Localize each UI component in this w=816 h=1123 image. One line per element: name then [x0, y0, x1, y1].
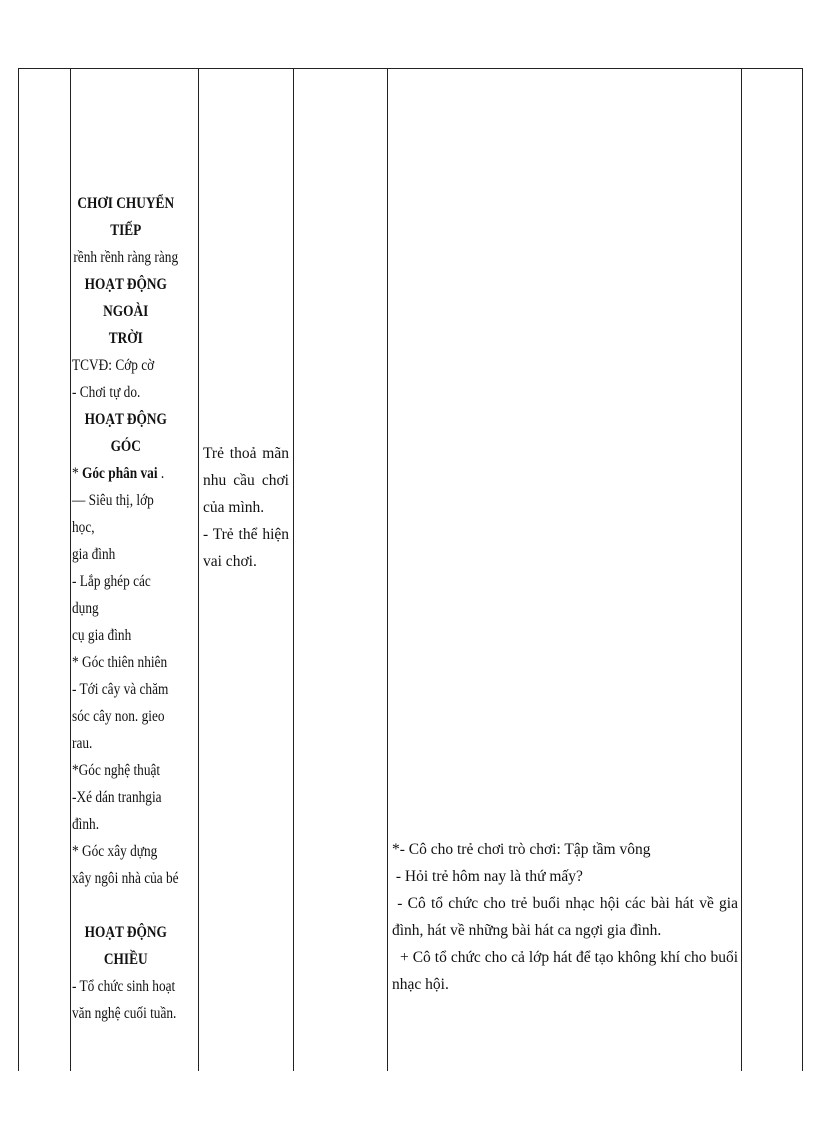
activity-line: - Chơi tự do.	[72, 384, 141, 401]
procedure-cell	[392, 836, 742, 998]
column-border	[293, 68, 294, 1071]
activities-cell	[72, 190, 180, 1027]
section-heading: HOẠT ĐỘNG NGOÀI	[84, 276, 167, 320]
activity-line: * Góc thiên nhiên	[72, 654, 168, 671]
activity-line: * Góc xây dựng	[72, 843, 158, 860]
column-border	[18, 68, 19, 1071]
activity-line-suffix: .	[157, 465, 165, 482]
activity-line-prefix: *	[72, 465, 82, 482]
section-heading: HOẠT ĐỘNG CHIỀU	[84, 924, 167, 968]
activity-line: -Xé dán tranhgia	[72, 789, 162, 806]
activity-line: — Siêu thị, lớp học,	[72, 492, 154, 536]
section-heading: CHƠI CHUYỂN TIẾP	[77, 195, 175, 239]
activity-line: rềnh rềnh ràng ràng	[73, 249, 179, 266]
section-heading: TRỜI	[108, 330, 143, 347]
activity-line: văn nghệ cuối tuần.	[72, 1005, 177, 1022]
goal-line: Trẻ thoả mãn	[203, 445, 289, 462]
goal-line: vai chơi.	[203, 553, 257, 570]
column-border	[70, 68, 71, 1071]
activity-line: - Tới cây và chăm	[72, 681, 169, 698]
column-border	[802, 68, 803, 1071]
goal-line: nhu cầu chơi	[203, 472, 289, 489]
column-border	[741, 68, 742, 1071]
activity-line: - Tổ chức sinh hoạt	[72, 978, 176, 995]
table-top-border	[18, 68, 802, 69]
activity-line: xây ngôi nhà của bé	[72, 870, 179, 887]
activity-line: sóc cây non. gieo	[72, 708, 165, 725]
procedure-paragraph: + Cô tổ chức cho cả lớp hát để tạo không khí cho buổi nhạc hội.	[392, 949, 742, 993]
activity-line: rau.	[72, 735, 93, 752]
goals-cell	[203, 440, 289, 575]
procedure-paragraph: - Hỏi trẻ hôm nay là thứ mấy?	[392, 868, 583, 885]
section-heading: HOẠT ĐỘNG GÓC	[84, 411, 167, 455]
column-border	[198, 68, 199, 1071]
activity-line: *Góc nghệ thuật	[72, 762, 161, 779]
goal-line: - Trẻ thể hiện	[203, 526, 289, 543]
procedure-paragraph: *- Cô cho trẻ chơi trò chơi: Tập tầm vông	[392, 841, 651, 858]
activity-line: gia đình	[72, 546, 116, 563]
activity-line	[72, 460, 180, 487]
procedure-paragraph: - Cô tổ chức cho trẻ buổi nhạc hội các bài hát về gia đình, hát về những bài hát ca ngợi gia đình.	[392, 895, 742, 939]
activity-line: TCVĐ: Cớp cờ	[72, 357, 155, 374]
goal-line: của mình.	[203, 499, 265, 516]
column-border	[387, 68, 388, 1071]
activity-line: cụ gia đình	[72, 627, 132, 644]
activity-line: - Lắp ghép các dụng	[72, 573, 151, 617]
activity-line: đình.	[72, 816, 100, 833]
activity-line-bold: Góc phân vai	[81, 465, 158, 482]
blank-line	[72, 892, 180, 919]
